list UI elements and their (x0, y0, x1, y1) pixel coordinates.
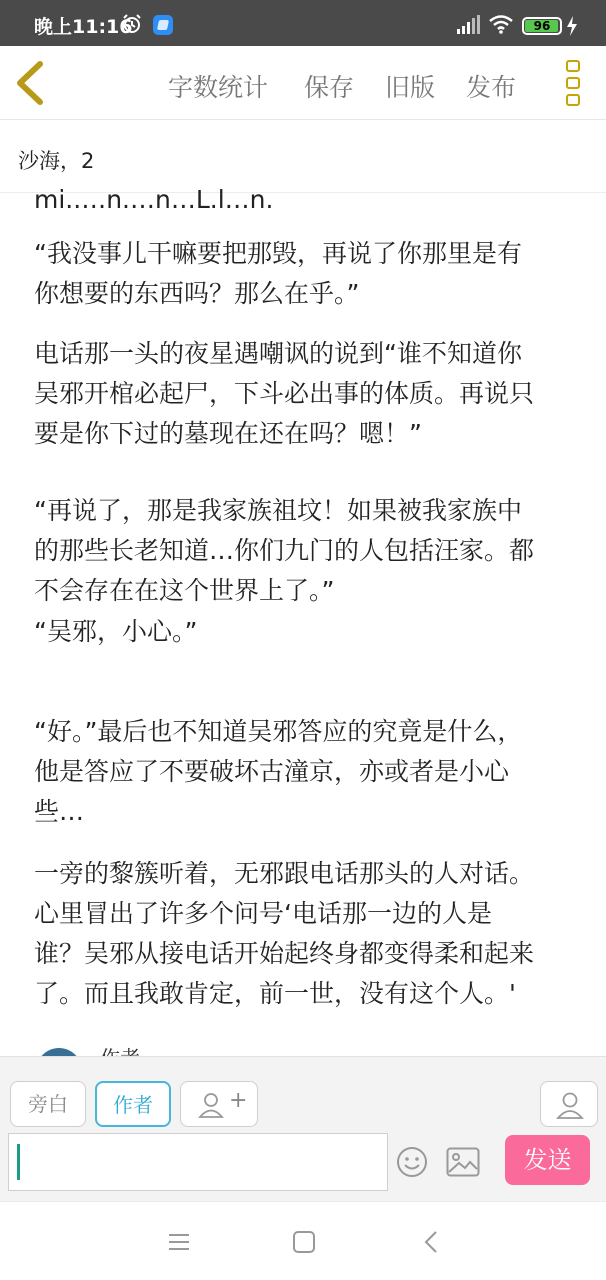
text-line: 电话那一头的夜星遇嘲讽的说到“谁不知道你 (34, 339, 522, 368)
send-button[interactable]: 发送 (505, 1135, 590, 1185)
text-line: 吴邪开棺必起尸，下斗必出事的体质。再说只 (34, 379, 535, 408)
image-icon[interactable] (446, 1147, 480, 1177)
text-line: 了。而且我敢肯定，前一世，没有这个人。' (34, 979, 516, 1008)
text-line: “我没事儿干嘛要把那毁，再说了你那里是有 (34, 239, 522, 268)
add-role-icon (199, 1092, 223, 1118)
paragraph (34, 612, 580, 652)
publish-button[interactable]: 发布 (466, 73, 517, 102)
old-version-button[interactable]: 旧版 (385, 73, 436, 102)
narration-role-button[interactable]: 旁白 (10, 1081, 86, 1127)
paragraph (34, 234, 580, 314)
role-select-button[interactable] (540, 1081, 598, 1127)
paragraph (34, 334, 580, 454)
emoji-icon[interactable] (396, 1146, 428, 1178)
text-caret (17, 1144, 20, 1180)
word-count-button[interactable]: 字数统计 (168, 73, 269, 102)
composer-panel (0, 1056, 606, 1201)
add-role-plus: + (229, 1088, 248, 1113)
app-notification-icon (153, 15, 173, 35)
author-role-button[interactable]: 作者 (95, 1081, 171, 1127)
system-nav-bar (0, 1201, 606, 1280)
text-line: 一旁的黎簇听着，无邪跟电话那头的人对话。 (34, 859, 535, 888)
text-line: 的那些长老知道…你们九门的人包括汪家。都 (34, 536, 535, 565)
text-line: 些… (34, 797, 85, 826)
wifi-icon (488, 14, 514, 34)
paragraph (34, 491, 580, 611)
paragraph (34, 712, 580, 832)
more-menu-icon[interactable] (560, 58, 588, 108)
text-line: 谁？吴邪从接电话开始起终身都变得柔和起来 (34, 939, 535, 968)
cut-off-text-line: mi..…n.…n…L.l…n. (34, 185, 274, 214)
save-button[interactable]: 保存 (304, 73, 355, 102)
alarm-icon (122, 14, 142, 34)
person-icon (557, 1091, 583, 1119)
story-content[interactable] (0, 185, 606, 1056)
text-line: “吴邪，小心。” (34, 617, 198, 646)
text-line: “好。”最后也不知道吴邪答应的究竟是什么， (34, 717, 523, 746)
back-chevron-icon[interactable] (12, 60, 52, 106)
battery-level-text: 96 (533, 19, 551, 33)
more-menu-dot (566, 94, 580, 106)
add-role-button[interactable] (180, 1081, 258, 1127)
text-line: 不会存在在这个世界上了。” (34, 576, 335, 605)
home-icon[interactable] (290, 1228, 318, 1256)
battery-icon (522, 17, 562, 35)
text-line: 他是答应了不要破坏古潼京，亦或者是小心 (34, 757, 510, 786)
text-line: “再说了，那是我家族祖坟！如果被我家族中 (34, 496, 522, 525)
status-time: 晚上11:16 (34, 16, 133, 38)
more-menu-dot (566, 60, 580, 72)
editor-toolbar (0, 46, 606, 120)
charging-icon (566, 16, 578, 36)
chapter-title: 沙海，2 (18, 149, 95, 173)
status-bar (0, 0, 606, 46)
text-line: 心里冒出了许多个问号‘电话那一边的人是 (34, 899, 492, 928)
more-menu-dot (566, 77, 580, 89)
text-line: 要是你下过的墓现在还在吗？嗯！” (34, 419, 422, 448)
text-line: 你想要的东西吗？那么在乎。” (34, 279, 360, 308)
back-icon[interactable] (418, 1228, 446, 1256)
menu-icon[interactable] (165, 1228, 193, 1256)
paragraph (34, 854, 580, 1014)
message-input[interactable] (8, 1133, 388, 1191)
signal-icon (456, 14, 482, 36)
